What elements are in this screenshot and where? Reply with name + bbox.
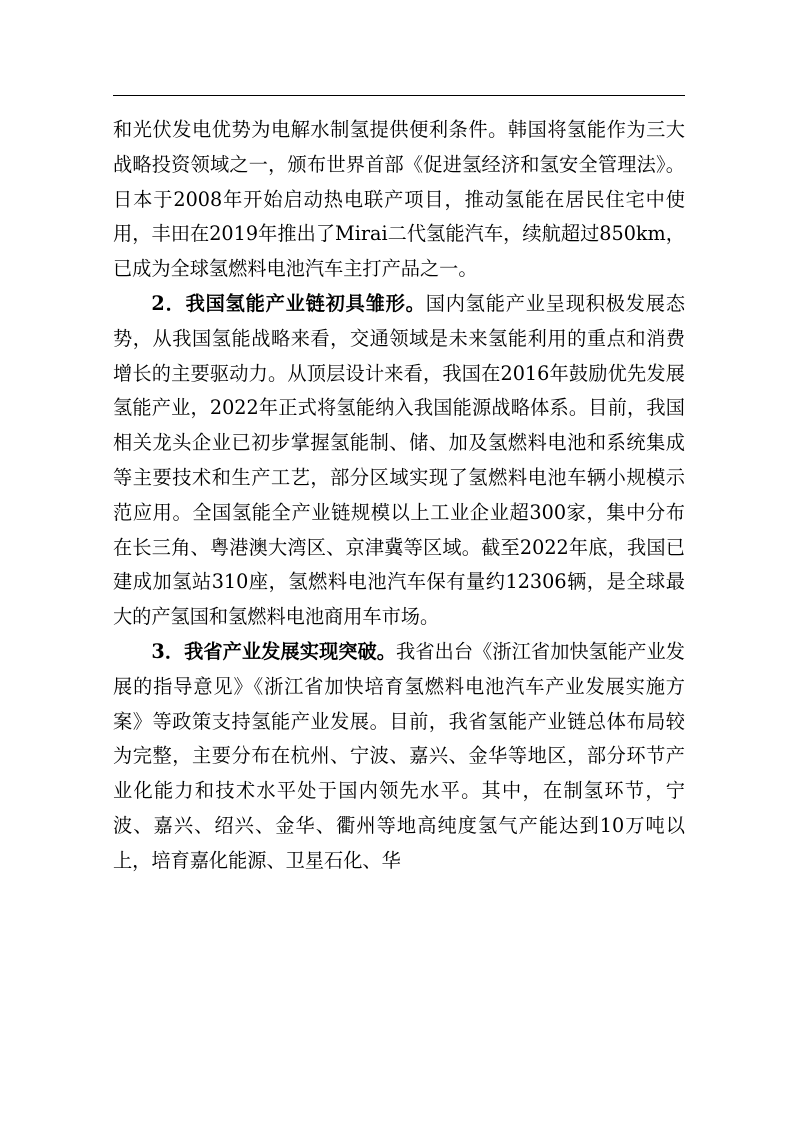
paragraph-continuation	[113, 113, 685, 287]
paragraph-2-text: 国内氢能产业呈现积极发展态势，从我国氢能战略来看，交通领域是未来氢能利用的重点和消费增长的主要驱动力。从顶层设计来看，我国在2016年鼓励优先发展氢能产业，2022年正式将氢能纳入我国能源战略体系。目前，我国相关龙头企业已初步掌握氢能制、储、加及氢燃料电池和系统集成等主要技术和生产工艺，部分区域实现了氢燃料电池车辆小规模示范应用。全国氢能全产业链规模以上工业企业超300家，集中分布在长三角、粤港澳大湾区、京津冀等区域。截至2022年底，我国已建成加氢站310座，氢燃料电池汽车保有量约12306辆，是全球最大的产氢国和氢燃料电池商用车市场。	[113, 291, 686, 629]
paragraph-provincial-industry	[113, 635, 685, 879]
paragraph-3-text: 我省出台《浙江省加快氢能产业发展的指导意见》《浙江省加快培育氢燃料电池汽车产业发展实施方案》等政策支持氢能产业发展。目前，我省氢能产业链总体布局较为完整，主要分布在杭州、宁波、嘉兴、金华等地区，部分环节产业化能力和技术水平处于国内领先水平。其中，在制氢环节，宁波、嘉兴、绍兴、金华、衢州等地高纯度氢气产能达到10万吨以上，培育嘉化能源、卫星石化、华	[113, 639, 685, 872]
paragraph-3-heading: 3．我省产业发展实现突破。	[151, 639, 397, 663]
paragraph-domestic-industry	[113, 287, 685, 635]
paragraph-2-heading: 2．我国氢能产业链初具雏形。	[151, 291, 426, 315]
body-text	[113, 113, 685, 879]
header-rule	[113, 95, 685, 96]
paragraph-1-text: 和光伏发电优势为电解水制氢提供便利条件。韩国将氢能作为三大战略投资领域之一，颁布世界首部《促进氢经济和氢安全管理法》。日本于2008年开始启动热电联产项目，推动氢能在居民住宅中使用，丰田在2019年推出了Mirai二代氢能汽车，续航超过850km，已成为全球氢燃料电池汽车主打产品之一。	[113, 118, 685, 281]
